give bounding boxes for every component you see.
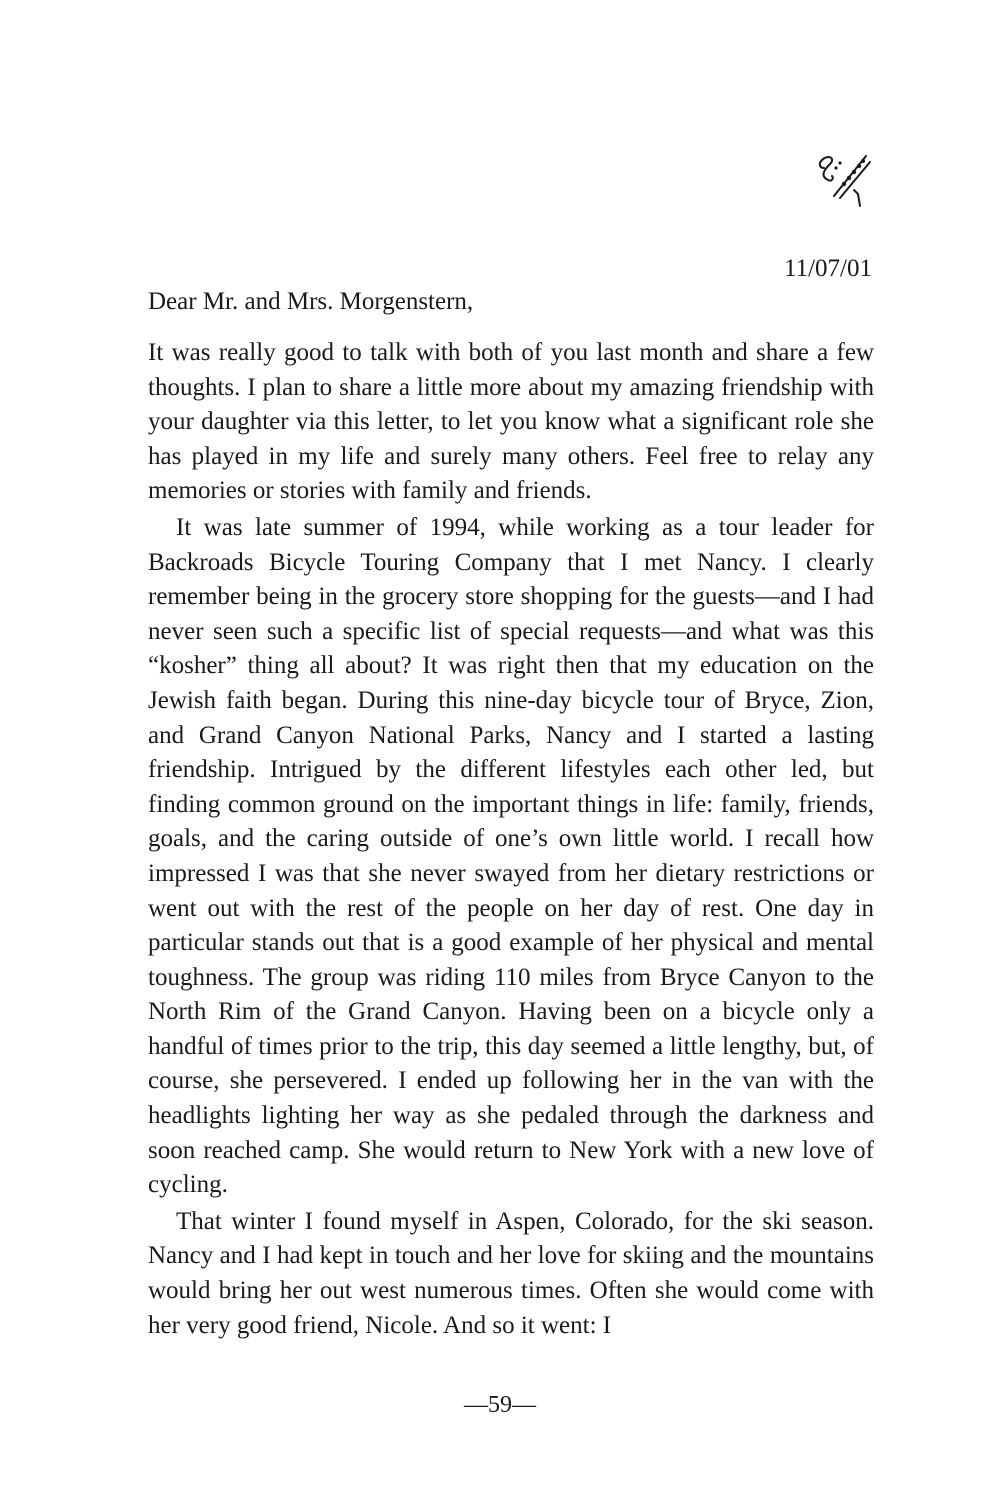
page-number: —59— [464, 1392, 536, 1418]
letter-salutation: Dear Mr. and Mrs. Morgenstern, [148, 288, 474, 315]
feather-quill-ornament-icon [814, 150, 876, 212]
paragraph-1: It was really good to talk with both of you last month and share a few thoughts. I plan to share a little more about my amazing friendship with your daughter via this letter, to let you know what a significant role she has played in my life and surely many others. Feel free to relay any memories or stories with family and friends. [148, 339, 874, 505]
letter-date: 11/07/01 [784, 255, 872, 282]
letter-body [148, 336, 874, 1343]
paragraph-3: That winter I found myself in Aspen, Colorado, for the ski season. Nancy and I had kept in touch and her love for skiing and the mountains would bring her out west numerous times. Often she would come with her very good friend, Nicole. And so it went: I [148, 1207, 874, 1339]
paragraph-2: It was late summer of 1994, while working as a tour leader for Backroads Bicycle Touring Company that I met Nancy. I clearly remember being in the grocery store shopping for the guests—and I had never seen such a specific list of special requests—and what was this “kosher” thing all about? It was right then that my education on the Jewish faith began. During this nine-day bicycle tour of Bryce, Zion, and Grand Canyon National Parks, Nancy and I started a lasting friendship. Intrigued by the different lifestyles each other led, but finding common ground on the important things in life: family, friends, goals, and the caring outside of one’s own little world. I recall how impressed I was that she never swayed from her dietary restrictions or went out with the rest of the people on her day of rest. One day in particular stands out that is a good example of her physical and mental toughness. The group was riding 110 miles from Bryce Canyon to the North Rim of the Grand Canyon. Having been on a bicycle only a handful of times prior to the trip, this day seemed a little lengthy, but, of course, she persevered. I ended up following her in the van with the headlights lighting her way as she pedaled through the darkness and soon reached camp. She would return to New York with a new love of cycling. [148, 513, 874, 1199]
